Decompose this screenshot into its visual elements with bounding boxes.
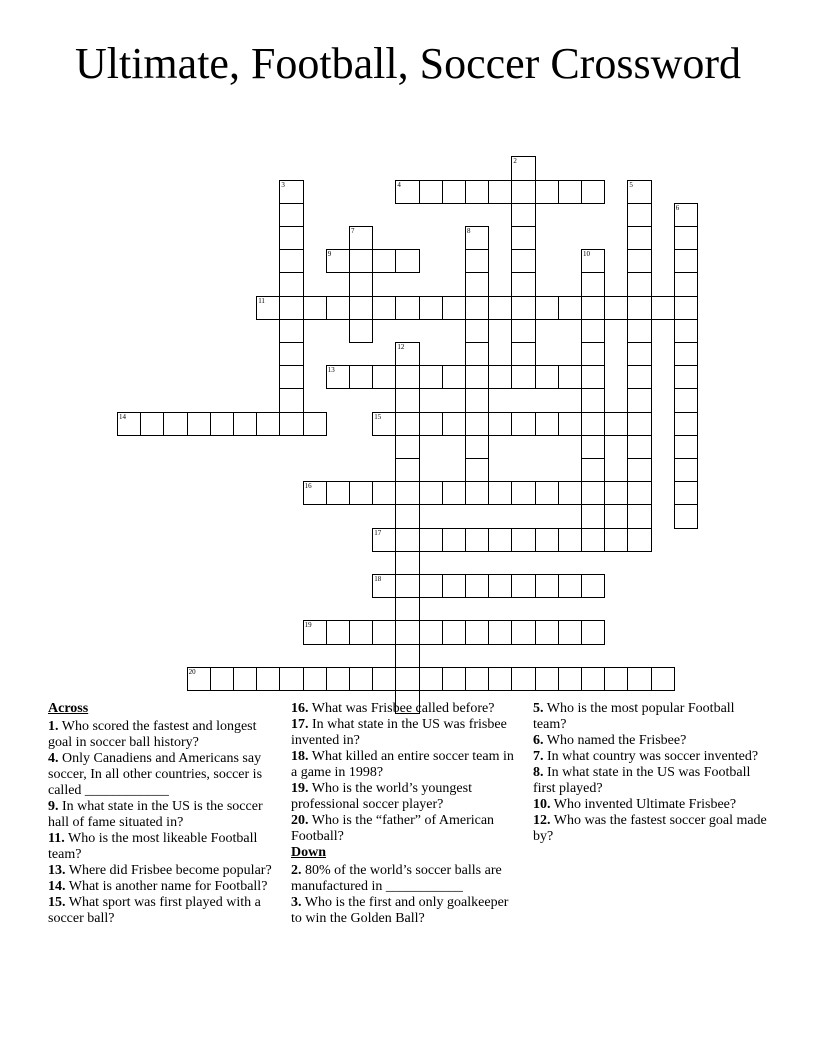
grid-cell[interactable]: [488, 296, 512, 320]
clue: [48, 719, 273, 751]
grid-cell[interactable]: [604, 296, 628, 320]
clue-number: 2.: [291, 863, 302, 878]
cell-number: 18: [374, 575, 382, 583]
clue-column-1: [48, 701, 273, 927]
cell-number: 5: [629, 180, 633, 189]
grid-cell[interactable]: [627, 667, 651, 691]
grid-cell[interactable]: [395, 180, 419, 204]
grid-cell[interactable]: [419, 667, 443, 691]
grid-cell[interactable]: [395, 296, 419, 320]
clue-text: In what country was soccer invented?: [543, 749, 759, 764]
grid-cell[interactable]: [442, 620, 466, 644]
clue: [48, 895, 273, 927]
grid-cell[interactable]: [279, 342, 303, 366]
clue-text: What sport was first played with a soccer ball?: [48, 895, 261, 926]
grid-cell[interactable]: [419, 412, 443, 436]
grid-cell[interactable]: [465, 319, 489, 343]
clue-number: 1.: [48, 719, 59, 734]
grid-cell[interactable]: [372, 528, 396, 552]
grid-cell[interactable]: [674, 296, 698, 320]
cell-number: 19: [304, 621, 312, 630]
grid-cell[interactable]: [163, 412, 187, 436]
grid-cell[interactable]: [581, 272, 605, 296]
clue-number: 5.: [533, 701, 544, 716]
clue-number: 13.: [48, 863, 66, 878]
grid-cell[interactable]: [558, 574, 582, 598]
clue-text: Who is the most likeable Football team?: [48, 831, 258, 862]
grid-cell[interactable]: [465, 272, 489, 296]
across-heading: Across: [48, 701, 89, 716]
grid-cell[interactable]: [465, 249, 489, 273]
clue-number: 3.: [291, 895, 302, 910]
clue-number: 6.: [533, 733, 544, 748]
grid-cell[interactable]: [627, 458, 651, 482]
cell-number: 6: [675, 203, 680, 212]
grid-cell[interactable]: [535, 412, 559, 436]
grid-cell[interactable]: [442, 412, 466, 436]
grid-cell[interactable]: [581, 574, 605, 598]
grid-cell[interactable]: [581, 620, 605, 644]
cell-number: 2: [513, 157, 517, 166]
grid-cell[interactable]: [326, 249, 350, 273]
clue-text: Only Canadiens and Americans say soccer, In all other countries, soccer is called ____________: [48, 751, 263, 798]
grid-cell[interactable]: [627, 504, 651, 528]
grid-cell[interactable]: [511, 481, 535, 505]
grid-cell[interactable]: [349, 319, 373, 343]
grid-cell[interactable]: [581, 180, 605, 204]
grid-cell[interactable]: [395, 458, 419, 482]
grid-cell[interactable]: [651, 667, 675, 691]
grid-cell[interactable]: [511, 203, 535, 227]
clue-number: 7.: [533, 749, 544, 764]
grid-cell[interactable]: [511, 365, 535, 389]
clue: [48, 751, 273, 799]
grid-cell[interactable]: [465, 667, 489, 691]
grid-cell[interactable]: [349, 481, 373, 505]
grid-cell[interactable]: [581, 458, 605, 482]
clue: [533, 701, 768, 733]
grid-cell[interactable]: [465, 226, 489, 250]
clue-text: Who scored the fastest and longest goal in soccer ball history?: [48, 719, 257, 750]
clue: [533, 797, 768, 813]
grid-cell[interactable]: [511, 156, 535, 180]
grid-cell[interactable]: [349, 249, 373, 273]
grid-cell[interactable]: [511, 342, 535, 366]
grid-cell[interactable]: [488, 365, 512, 389]
clue: [291, 781, 516, 813]
grid-cell[interactable]: [187, 667, 211, 691]
grid-cell[interactable]: [627, 481, 651, 505]
cell-number: 8: [467, 227, 471, 235]
grid-cell[interactable]: [117, 412, 141, 436]
clue-text: Who is the first and only goalkeeper to win the Golden Ball?: [291, 895, 509, 926]
grid-cell[interactable]: [581, 388, 605, 412]
grid-cell[interactable]: [674, 249, 698, 273]
grid-cell[interactable]: [604, 667, 628, 691]
grid-cell[interactable]: [535, 365, 559, 389]
grid-cell[interactable]: [627, 435, 651, 459]
grid-cell[interactable]: [419, 365, 443, 389]
clue-number: 8.: [533, 765, 544, 780]
grid-cell[interactable]: [488, 412, 512, 436]
grid-cell[interactable]: [674, 388, 698, 412]
grid-cell[interactable]: [511, 249, 535, 273]
cell-number: 17: [374, 528, 382, 537]
grid-cell[interactable]: [372, 249, 396, 273]
grid-cell[interactable]: [627, 226, 651, 250]
clue-text: 80% of the world’s soccer balls are manufactured in ___________: [291, 863, 502, 894]
clue-text: What killed an entire soccer team in a game in 1998?: [291, 749, 514, 780]
grid-cell[interactable]: [372, 620, 396, 644]
grid-cell[interactable]: [674, 272, 698, 296]
grid-cell[interactable]: [465, 481, 489, 505]
grid-cell[interactable]: [326, 296, 350, 320]
grid-cell[interactable]: [279, 296, 303, 320]
cell-number: 9: [327, 250, 332, 259]
grid-cell[interactable]: [511, 574, 535, 598]
grid-cell[interactable]: [511, 180, 535, 204]
grid-cell[interactable]: [604, 481, 628, 505]
clue-text: Who is the “father” of American Football?: [291, 813, 495, 844]
grid-cell[interactable]: [349, 272, 373, 296]
grid-cell[interactable]: [627, 249, 651, 273]
grid-cell[interactable]: [326, 365, 350, 389]
grid-cell[interactable]: [627, 388, 651, 412]
grid-cell[interactable]: [558, 481, 582, 505]
grid-cell[interactable]: [581, 365, 605, 389]
grid-cell[interactable]: [395, 412, 419, 436]
grid-cell[interactable]: [558, 296, 582, 320]
grid-cell[interactable]: [511, 620, 535, 644]
grid-cell[interactable]: [279, 226, 303, 250]
grid-cell[interactable]: [488, 481, 512, 505]
grid-cell[interactable]: [674, 203, 698, 227]
clue-text: What was Frisbee called before?: [308, 701, 495, 716]
clue: [291, 813, 516, 845]
grid-cell[interactable]: [627, 528, 651, 552]
grid-cell[interactable]: [488, 620, 512, 644]
clue: [291, 863, 516, 895]
clue-column-3: [533, 701, 768, 845]
grid-cell[interactable]: [511, 296, 535, 320]
grid-cell[interactable]: [395, 620, 419, 644]
grid-cell[interactable]: [419, 481, 443, 505]
grid-cell[interactable]: [395, 667, 419, 691]
grid-cell[interactable]: [558, 365, 582, 389]
grid-cell[interactable]: [279, 249, 303, 273]
grid-cell[interactable]: [674, 226, 698, 250]
grid-cell[interactable]: [395, 528, 419, 552]
grid-cell[interactable]: [372, 481, 396, 505]
grid-cell[interactable]: [326, 481, 350, 505]
grid-cell[interactable]: [419, 180, 443, 204]
clue-text: What is another name for Football?: [65, 879, 268, 894]
grid-cell[interactable]: [581, 249, 605, 273]
grid-cell[interactable]: [140, 412, 164, 436]
grid-cell[interactable]: [372, 412, 396, 436]
grid-cell[interactable]: [349, 226, 373, 250]
grid-cell[interactable]: [465, 365, 489, 389]
clue-number: 10.: [533, 797, 551, 812]
cell-number: 3: [281, 180, 285, 189]
grid-cell[interactable]: [465, 342, 489, 366]
grid-cell[interactable]: [581, 504, 605, 528]
grid-cell[interactable]: [395, 342, 419, 366]
grid-cell[interactable]: [465, 296, 489, 320]
clue-text: In what state in the US was frisbee invented in?: [291, 717, 507, 748]
grid-cell[interactable]: [581, 435, 605, 459]
grid-cell[interactable]: [465, 528, 489, 552]
clue-number: 17.: [291, 717, 309, 732]
clue-number: 11.: [48, 831, 65, 846]
clue-number: 19.: [291, 781, 309, 796]
clue: [48, 863, 273, 879]
puzzle-title: Ultimate, Football, Soccer Crossword: [74, 39, 741, 88]
grid-cell[interactable]: [442, 365, 466, 389]
grid-cell[interactable]: [604, 412, 628, 436]
clue-text: Where did Frisbee become popular?: [65, 863, 272, 878]
grid-cell[interactable]: [303, 296, 327, 320]
clue-text: Who named the Frisbee?: [543, 733, 687, 748]
grid-cell[interactable]: [465, 388, 489, 412]
grid-cell[interactable]: [581, 528, 605, 552]
cell-number: 15: [374, 412, 382, 421]
grid-cell[interactable]: [256, 412, 280, 436]
grid-cell[interactable]: [627, 296, 651, 320]
clue-text: Who was the fastest soccer goal made by?: [533, 813, 767, 844]
grid-cell[interactable]: [558, 412, 582, 436]
grid-cell[interactable]: [627, 319, 651, 343]
clue: [48, 799, 273, 831]
grid-cell[interactable]: [210, 412, 234, 436]
grid-cell[interactable]: [581, 481, 605, 505]
grid-cell[interactable]: [465, 620, 489, 644]
grid-cell[interactable]: [442, 667, 466, 691]
grid-cell[interactable]: [558, 620, 582, 644]
clue-number: 14.: [48, 879, 66, 894]
clue: [291, 701, 516, 717]
grid-cell[interactable]: [674, 365, 698, 389]
grid-cell[interactable]: [674, 458, 698, 482]
grid-cell[interactable]: [372, 667, 396, 691]
clue-text: Who invented Ultimate Frisbee?: [550, 797, 737, 812]
grid-cell[interactable]: [511, 226, 535, 250]
grid-cell[interactable]: [187, 412, 211, 436]
grid-cell[interactable]: [279, 203, 303, 227]
grid-cell[interactable]: [372, 574, 396, 598]
grid-cell[interactable]: [326, 667, 350, 691]
grid-cell[interactable]: [279, 272, 303, 296]
grid-cell[interactable]: [349, 296, 373, 320]
grid-cell[interactable]: [488, 528, 512, 552]
grid-cell[interactable]: [488, 574, 512, 598]
clue-text: Who is the most popular Football team?: [533, 701, 735, 732]
clue-number: 9.: [48, 799, 59, 814]
grid-cell[interactable]: [627, 203, 651, 227]
grid-cell[interactable]: [465, 574, 489, 598]
grid-cell[interactable]: [627, 412, 651, 436]
grid-cell[interactable]: [233, 412, 257, 436]
grid-cell[interactable]: [395, 249, 419, 273]
grid-cell[interactable]: [535, 296, 559, 320]
grid-cell[interactable]: [279, 667, 303, 691]
cell-number: 16: [304, 482, 312, 491]
grid-cell[interactable]: [511, 528, 535, 552]
grid-cell[interactable]: [395, 644, 419, 668]
grid-cell[interactable]: [488, 667, 512, 691]
clue-text: In what state in the US was Football first played?: [533, 765, 751, 796]
grid-cell[interactable]: [233, 667, 257, 691]
grid-cell[interactable]: [581, 342, 605, 366]
grid-cell[interactable]: [372, 365, 396, 389]
grid-cell[interactable]: [279, 412, 303, 436]
grid-cell[interactable]: [303, 667, 327, 691]
grid-cell[interactable]: [488, 180, 512, 204]
grid-cell[interactable]: [511, 319, 535, 343]
clue: [291, 749, 516, 781]
grid-cell[interactable]: [303, 620, 327, 644]
clue: [291, 895, 516, 927]
grid-cell[interactable]: [558, 528, 582, 552]
grid-cell[interactable]: [279, 180, 303, 204]
clue-number: 4.: [48, 751, 59, 766]
grid-cell[interactable]: [581, 412, 605, 436]
grid-cell[interactable]: [256, 667, 280, 691]
grid-cell[interactable]: [372, 296, 396, 320]
grid-cell[interactable]: [256, 296, 280, 320]
grid-cell[interactable]: [210, 667, 234, 691]
grid-cell[interactable]: [349, 620, 373, 644]
grid-cell[interactable]: [511, 412, 535, 436]
clue: [533, 749, 768, 765]
grid-cell[interactable]: [558, 180, 582, 204]
grid-cell[interactable]: [651, 296, 675, 320]
grid-cell[interactable]: [419, 620, 443, 644]
grid-cell[interactable]: [349, 667, 373, 691]
grid-cell[interactable]: [535, 620, 559, 644]
grid-cell[interactable]: [558, 667, 582, 691]
clue-number: 18.: [291, 749, 309, 764]
clue: [291, 717, 516, 749]
grid-cell[interactable]: [419, 574, 443, 598]
grid-cell[interactable]: [674, 504, 698, 528]
grid-cell[interactable]: [442, 528, 466, 552]
grid-cell[interactable]: [442, 481, 466, 505]
clue: [533, 733, 768, 749]
grid-cell[interactable]: [511, 667, 535, 691]
grid-cell[interactable]: [395, 388, 419, 412]
grid-cell[interactable]: [535, 667, 559, 691]
grid-cell[interactable]: [627, 342, 651, 366]
clue: [48, 879, 273, 895]
clue-number: 15.: [48, 895, 66, 910]
grid-cell[interactable]: [395, 574, 419, 598]
grid-cell[interactable]: [279, 319, 303, 343]
grid-cell[interactable]: [279, 388, 303, 412]
grid-cell[interactable]: [442, 574, 466, 598]
clue: [48, 831, 273, 863]
grid-cell[interactable]: [627, 180, 651, 204]
grid-cell[interactable]: [395, 551, 419, 575]
clue-text: Who is the world’s youngest professional soccer player?: [291, 781, 472, 812]
grid-cell[interactable]: [419, 528, 443, 552]
grid-cell[interactable]: [419, 296, 443, 320]
grid-cell[interactable]: [395, 365, 419, 389]
grid-cell[interactable]: [465, 458, 489, 482]
grid-cell[interactable]: [303, 412, 327, 436]
cell-number: 12: [397, 343, 405, 351]
grid-cell[interactable]: [303, 481, 327, 505]
cell-number: 7: [351, 227, 355, 235]
grid-cell[interactable]: [627, 272, 651, 296]
grid-cell[interactable]: [395, 597, 419, 621]
grid-cell[interactable]: [511, 272, 535, 296]
grid-cell[interactable]: [627, 365, 651, 389]
grid-cell[interactable]: [395, 481, 419, 505]
clue: [533, 765, 768, 797]
clue: [533, 813, 768, 845]
grid-cell[interactable]: [535, 528, 559, 552]
grid-cell[interactable]: [395, 504, 419, 528]
grid-cell[interactable]: [349, 365, 373, 389]
grid-cell[interactable]: [581, 667, 605, 691]
clue-number: 20.: [291, 813, 309, 828]
grid-cell[interactable]: [465, 180, 489, 204]
grid-cell[interactable]: [465, 412, 489, 436]
grid-cell[interactable]: [465, 435, 489, 459]
cell-number: 4: [397, 180, 401, 189]
grid-cell[interactable]: [604, 528, 628, 552]
grid-cell[interactable]: [535, 481, 559, 505]
grid-cell[interactable]: [674, 342, 698, 366]
clue-number: 16.: [291, 701, 309, 716]
cell-number: 20: [188, 667, 196, 676]
cell-number: 13: [327, 366, 335, 375]
clue-column-2: [291, 701, 516, 927]
grid-cell[interactable]: [535, 180, 559, 204]
grid-cell[interactable]: [674, 319, 698, 343]
grid-cell[interactable]: [581, 296, 605, 320]
grid-cell[interactable]: [535, 574, 559, 598]
clue-text: In what state in the US is the soccer hall of fame situated in?: [48, 799, 263, 830]
grid-cell[interactable]: [674, 435, 698, 459]
grid-cell[interactable]: [395, 435, 419, 459]
down-heading: Down: [291, 845, 327, 860]
grid-cell[interactable]: [674, 481, 698, 505]
cell-number: 10: [583, 250, 590, 259]
grid-cell[interactable]: [674, 412, 698, 436]
grid-cell[interactable]: [442, 296, 466, 320]
cell-number: 14: [119, 412, 126, 421]
grid-cell[interactable]: [581, 319, 605, 343]
grid-cell[interactable]: [442, 180, 466, 204]
grid-cell[interactable]: [326, 620, 350, 644]
clue-number: 12.: [533, 813, 551, 828]
grid-cell[interactable]: [279, 365, 303, 389]
cell-number: 11: [258, 296, 265, 305]
